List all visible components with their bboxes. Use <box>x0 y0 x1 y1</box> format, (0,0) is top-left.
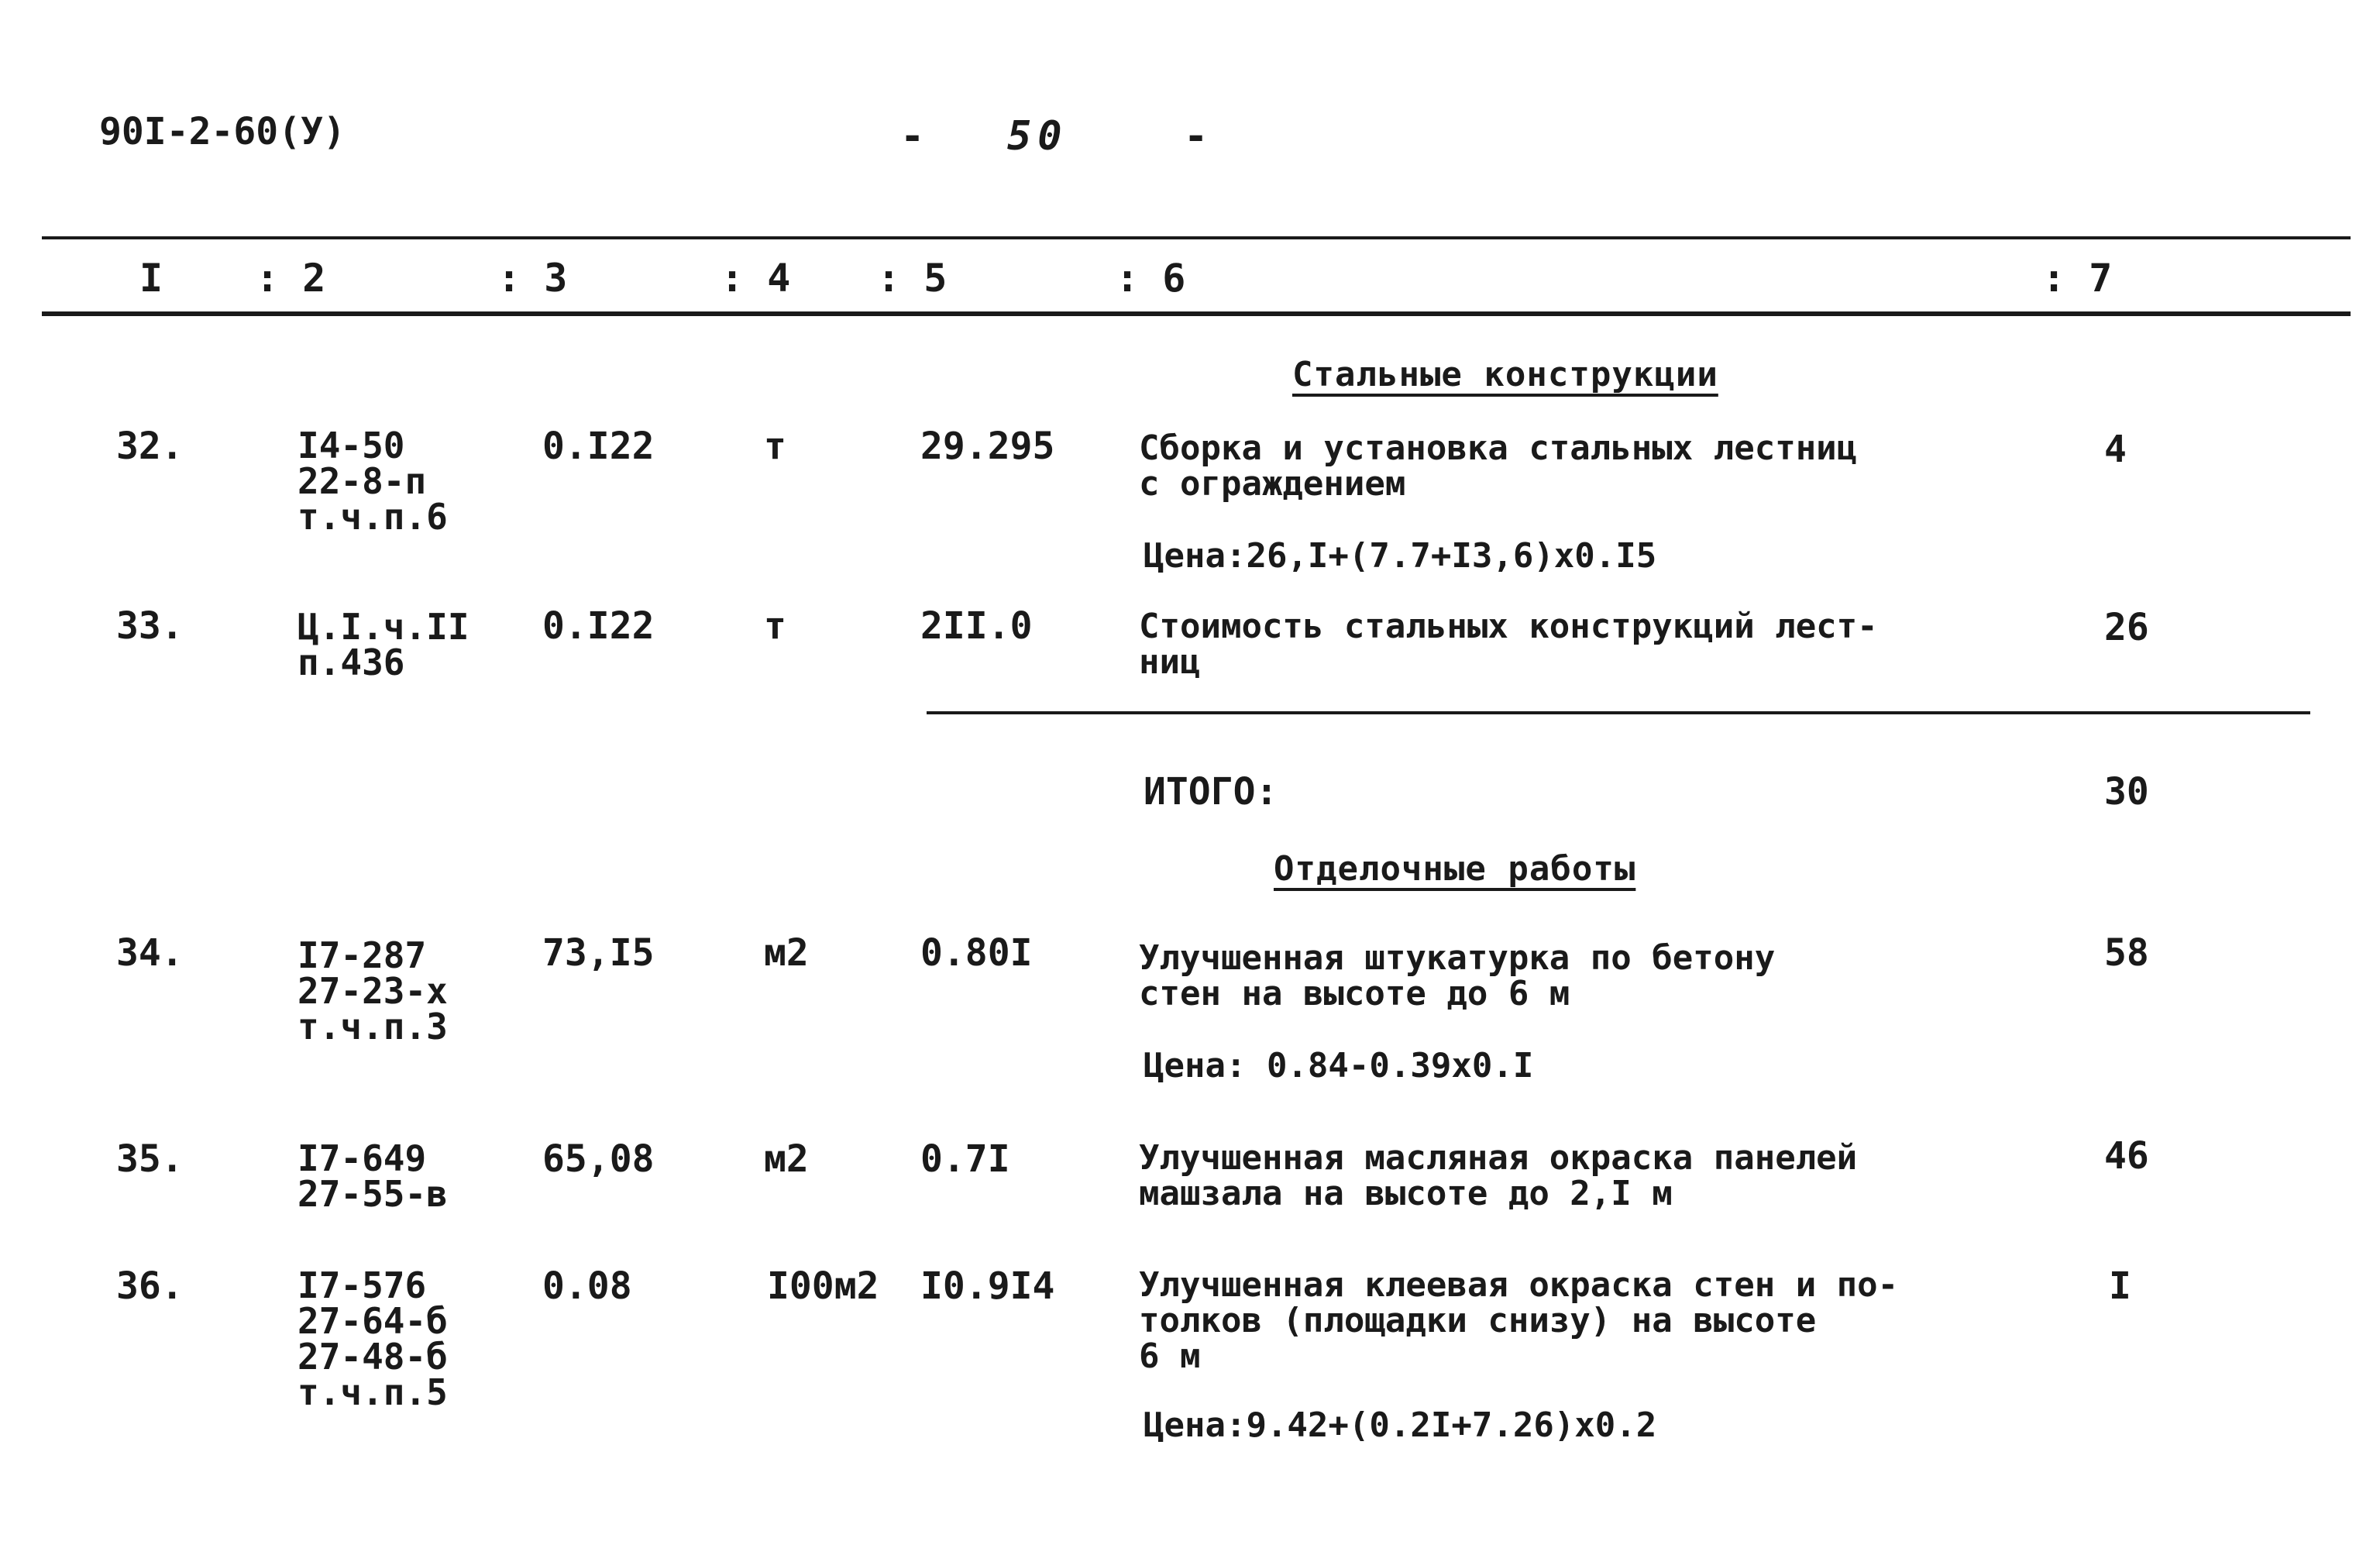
column-header-4: : 4 <box>721 256 791 301</box>
code-line: Ц.I.ч.II <box>298 606 469 648</box>
code-line: т.ч.п.3 <box>298 1006 448 1048</box>
code-line: 27-64-б <box>298 1300 448 1342</box>
row-code <box>298 1264 448 1413</box>
column-header-5: : 5 <box>877 256 948 301</box>
row-total: 58 <box>2104 931 2149 975</box>
row-unit-price: 29.295 <box>920 425 1055 468</box>
code-line: I4-50 <box>298 425 405 466</box>
section-title-finishing: Отделочные работы <box>1274 849 1636 889</box>
row-quantity: 0.I22 <box>542 425 655 468</box>
column-header-1: I <box>139 256 163 301</box>
code-line: I7-649 <box>298 1137 427 1179</box>
code-line: 22-8-п <box>298 460 427 502</box>
table-top-rule <box>42 236 2351 239</box>
row-quantity: 0.I22 <box>542 604 655 648</box>
subtotal-rule <box>927 711 2310 714</box>
row-unit: т <box>764 425 786 468</box>
code-line: 27-48-б <box>298 1336 448 1378</box>
page-number-dash-left: - <box>900 113 925 160</box>
document-code: 90I-2-60(У) <box>99 110 346 153</box>
row-unit: I00м2 <box>767 1264 879 1308</box>
code-line: I7-576 <box>298 1264 427 1306</box>
row-unit-price: 0.80I <box>920 931 1033 975</box>
row-quantity: 0.08 <box>542 1264 632 1308</box>
code-line: т.ч.п.6 <box>298 496 448 538</box>
row-price-formula: Цена: 0.84-0.39x0.I <box>1144 1046 1534 1085</box>
row-quantity: 73,I5 <box>542 931 655 975</box>
row-total: 4 <box>2104 428 2127 471</box>
code-line: 27-55-в <box>298 1173 448 1215</box>
column-header-3: : 3 <box>497 256 568 301</box>
row-unit: м2 <box>764 1137 809 1181</box>
row-quantity: 65,08 <box>542 1137 655 1181</box>
row-total: 46 <box>2104 1134 2149 1178</box>
row-description: Стоимость стальных конструкций лест- ниц <box>1139 607 1878 682</box>
subtotal-value: 30 <box>2104 770 2149 814</box>
subtotal-label: ИТОГО: <box>1144 770 1278 814</box>
code-line: т.ч.п.5 <box>298 1371 448 1413</box>
column-header-2: : 2 <box>256 256 326 301</box>
row-description: Улучшенная клеевая окраска стен и по- толков (площадки снизу) на высоте 6 м <box>1139 1265 1899 1376</box>
row-code <box>298 934 448 1048</box>
row-number: 35. <box>116 1137 184 1181</box>
row-total: 26 <box>2104 606 2149 649</box>
row-code <box>298 606 469 683</box>
row-number: 32. <box>116 425 184 468</box>
row-unit-price: 2II.0 <box>920 604 1033 648</box>
row-code <box>298 425 448 538</box>
row-number: 34. <box>116 931 184 975</box>
row-number: 33. <box>116 604 184 648</box>
column-header-7: : 7 <box>2042 256 2113 301</box>
row-unit: т <box>764 604 786 648</box>
row-unit-price: I0.9I4 <box>920 1264 1055 1308</box>
table-header-bottom-rule <box>42 311 2351 316</box>
row-description: Улучшенная масляная окраска панелей машзала на высоте до 2,I м <box>1139 1138 1858 1213</box>
row-unit: м2 <box>764 931 809 975</box>
row-price-formula: Цена:9.42+(0.2I+7.26)x0.2 <box>1144 1405 1657 1445</box>
page-number: 50 <box>1007 113 1068 160</box>
row-code <box>298 1137 448 1215</box>
row-unit-price: 0.7I <box>920 1137 1010 1181</box>
row-number: 36. <box>116 1264 184 1308</box>
code-line: п.436 <box>298 642 405 683</box>
row-price-formula: Цена:26,I+(7.7+I3,6)x0.I5 <box>1144 536 1657 576</box>
row-total: I <box>2109 1264 2131 1308</box>
row-description: Улучшенная штукатурка по бетону стен на высоте до 6 м <box>1139 938 1776 1013</box>
code-line: I7-287 <box>298 934 427 976</box>
page-number-dash-right: - <box>1184 113 1209 160</box>
row-description: Сборка и установка стальных лестниц с ограждением <box>1139 428 1858 504</box>
column-header-6: : 6 <box>1116 256 1186 301</box>
code-line: 27-23-х <box>298 970 448 1012</box>
section-title-steel: Стальные конструкции <box>1292 355 1718 394</box>
